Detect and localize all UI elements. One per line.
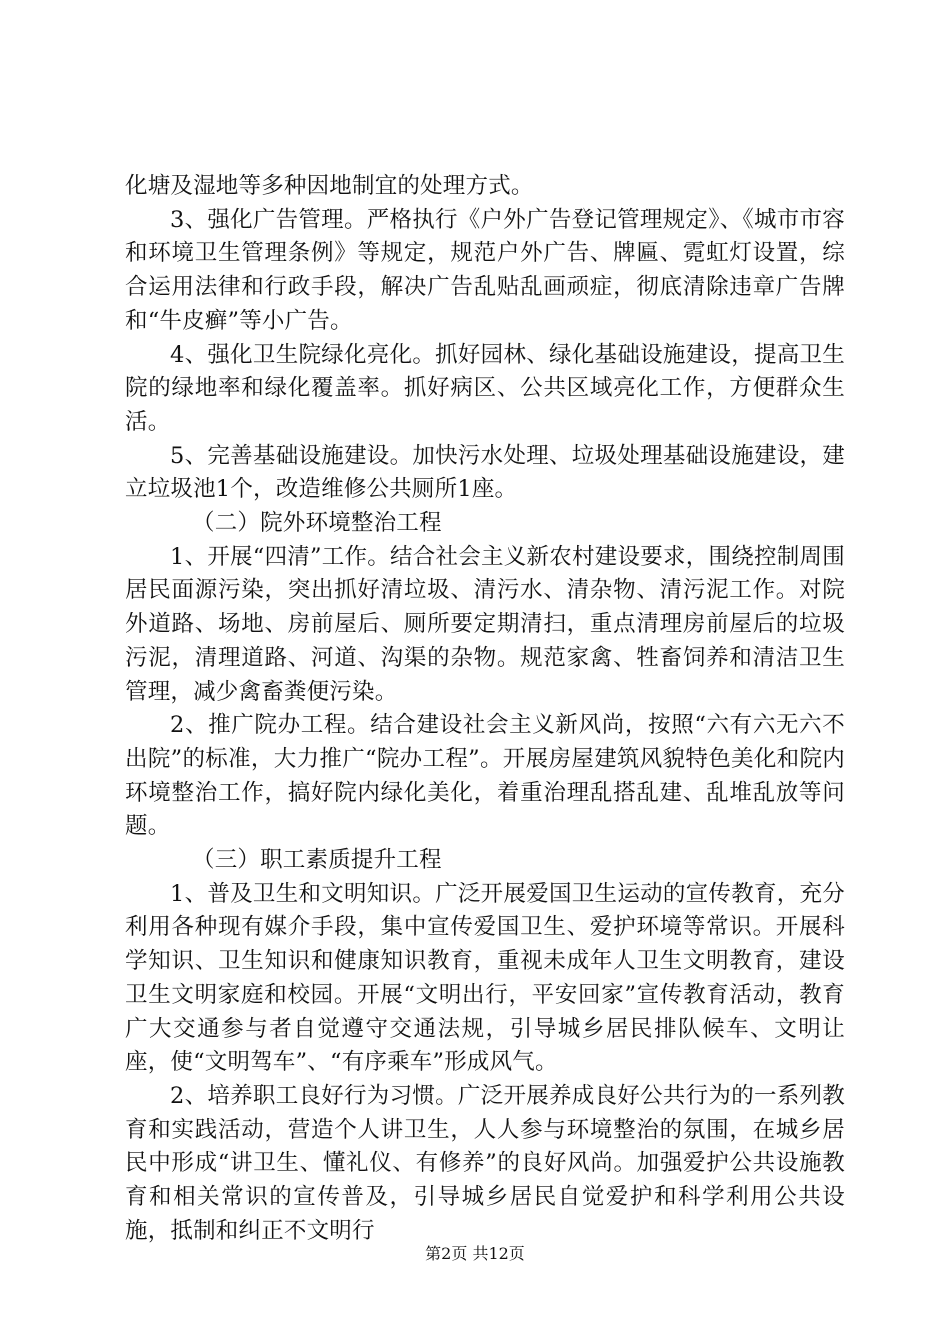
paragraph-item: 2、推广院办工程。结合建设社会主义新风尚，按照“六有六无六不出院”的标准，大力推广“院办工程”。开展房屋建筑风貌特色美化和院内环境整治工作，搞好院内绿化美化，着重治理乱搭乱建、乱堆乱放等问题。 xyxy=(125,712,845,840)
paragraph-item: 1、开展“四清”工作。结合社会主义新农村建设要求，围绕控制周围居民面源污染，突出抓好清垃圾、清污水、清杂物、清污泥工作。对院外道路、场地、房前屋后、厕所要定期清扫，重点清理房前屋后的垃圾污泥，清理道路、河道、沟渠的杂物。规范家禽、牲畜饲养和清洁卫生管理，减少禽畜粪便污染。 xyxy=(125,543,845,705)
document-body xyxy=(125,170,845,1249)
paragraph-item: 2、培养职工良好行为习惯。广泛开展养成良好公共行为的一系列教育和实践活动，营造个人讲卫生，人人参与环境整治的氛围，在城乡居民中形成“讲卫生、懂礼仪、有修养”的良好风尚。加强爱护公共设施教育和相关常识的宣传普及，引导城乡居民自觉爱护和科学利用公共设施，抵制和纠正不文明行 xyxy=(125,1082,845,1244)
paragraph-item: 4、强化卫生院绿化亮化。抓好园林、绿化基础设施建设，提高卫生院的绿地率和绿化覆盖率。抓好病区、公共区域亮化工作，方便群众生活。 xyxy=(125,341,845,435)
paragraph-item: 1、普及卫生和文明知识。广泛开展爱国卫生运动的宣传教育，充分利用各种现有媒介手段，集中宣传爱国卫生、爱护环境等常识。开展科学知识、卫生知识和健康知识教育，重视未成年人卫生文明教育，建设卫生文明家庭和校园。开展“文明出行，平安回家”宣传教育活动，教育广大交通参与者自觉遵守交通法规，引导城乡居民排队候车、文明让座，使“文明驾车”、“有序乘车”形成风气。 xyxy=(125,880,845,1076)
paragraph-item: 3、强化广告管理。严格执行《户外广告登记管理规定》、《城市市容和环境卫生管理条例》等规定，规范户外广告、牌匾、霓虹灯设置，综合运用法律和行政手段，解决广告乱贴乱画顽症，彻底清除违章广告牌和“牛皮癣”等小广告。 xyxy=(125,206,845,334)
page-footer: 第2页 共12页 xyxy=(425,1244,525,1263)
section-heading: （二）院外环境整治工程 xyxy=(192,510,442,537)
paragraph-continuation: 化塘及湿地等多种因地制宜的处理方式。 xyxy=(125,173,534,199)
paragraph-item: 5、完善基础设施建设。加快污水处理、垃圾处理基础设施建设，建立垃圾池1个，改造维修公共厕所1座。 xyxy=(125,442,845,503)
section-heading: （三）职工素质提升工程 xyxy=(192,847,442,874)
